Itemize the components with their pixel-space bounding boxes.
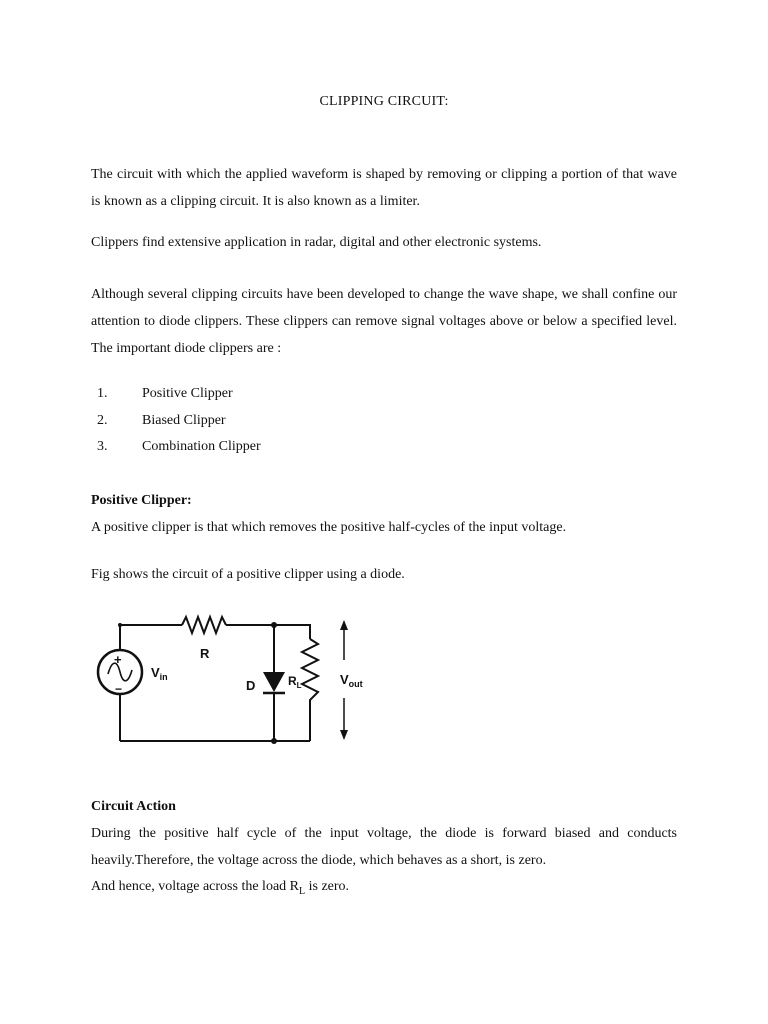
- vout-arrowhead-up: [340, 620, 348, 630]
- list-label: Positive Clipper: [142, 386, 233, 401]
- vin-label: $V_{in}$: [151, 665, 168, 682]
- circuit-action-heading: Circuit Action: [91, 799, 176, 814]
- vout-arrowhead-down: [340, 730, 348, 740]
- source-minus-sign: −: [115, 682, 123, 696]
- list-number: 2.: [97, 412, 108, 428]
- list-item: [91, 408, 491, 435]
- resistor-r: [182, 617, 226, 633]
- list-number: 1.: [97, 386, 108, 401]
- list-label: Biased Clipper: [142, 412, 226, 428]
- figure-caption: Fig shows the circuit of a positive clipper using a diode.: [91, 567, 405, 582]
- list-number: 3.: [97, 439, 108, 454]
- list-label: Combination Clipper: [142, 439, 261, 454]
- junction-dot-bottom: [271, 738, 277, 744]
- page-title: CLIPPING CIRCUIT:: [319, 94, 449, 109]
- load-voltage-line: And hence, voltage across the load $R_L$ is zero.: [91, 879, 350, 897]
- junction-dot-top: [271, 622, 277, 628]
- vout-label: $V_{out}$: [340, 672, 363, 689]
- list-item: [91, 434, 491, 461]
- positive-clipper-definition: A positive clipper is that which removes the positive half-cycles of the input voltage.: [91, 520, 567, 535]
- list-item: [91, 381, 491, 408]
- positive-clipper-heading: Positive Clipper:: [91, 493, 192, 508]
- diode-triangle: [263, 672, 285, 692]
- applications-paragraph: Clippers find extensive application in radar, digital and other electronic systems.: [91, 235, 542, 250]
- corner-dot-top-left: [118, 623, 122, 627]
- diode-clippers-paragraph: Although several clipping circuits have been developed to change the wave shape, we shall confine our attention to diode clippers. These clippers can remove signal voltages above or below a specified level. The important diode clippers are :: [91, 287, 677, 356]
- top-wire-right: [226, 625, 310, 639]
- diode-label: D: [246, 678, 256, 693]
- positive-clipper-circuit-diagram: [92, 606, 382, 756]
- intro-paragraph: The circuit with which the applied waveform is shaped by removing or clipping a portion of that wave is known as a clipping circuit. It is also known as a limiter.: [91, 167, 677, 209]
- load-label: $R_L$: [288, 674, 302, 690]
- source-plus-sign: +: [114, 652, 122, 667]
- clipper-list: [91, 381, 491, 461]
- resistor-label: R: [200, 646, 210, 661]
- load-resistor-rl: [302, 639, 318, 741]
- circuit-action-paragraph: During the positive half cycle of the input voltage, the diode is forward biased and conducts heavily.Therefore, the voltage across the diode, which behaves as a short, is zero.: [91, 826, 677, 868]
